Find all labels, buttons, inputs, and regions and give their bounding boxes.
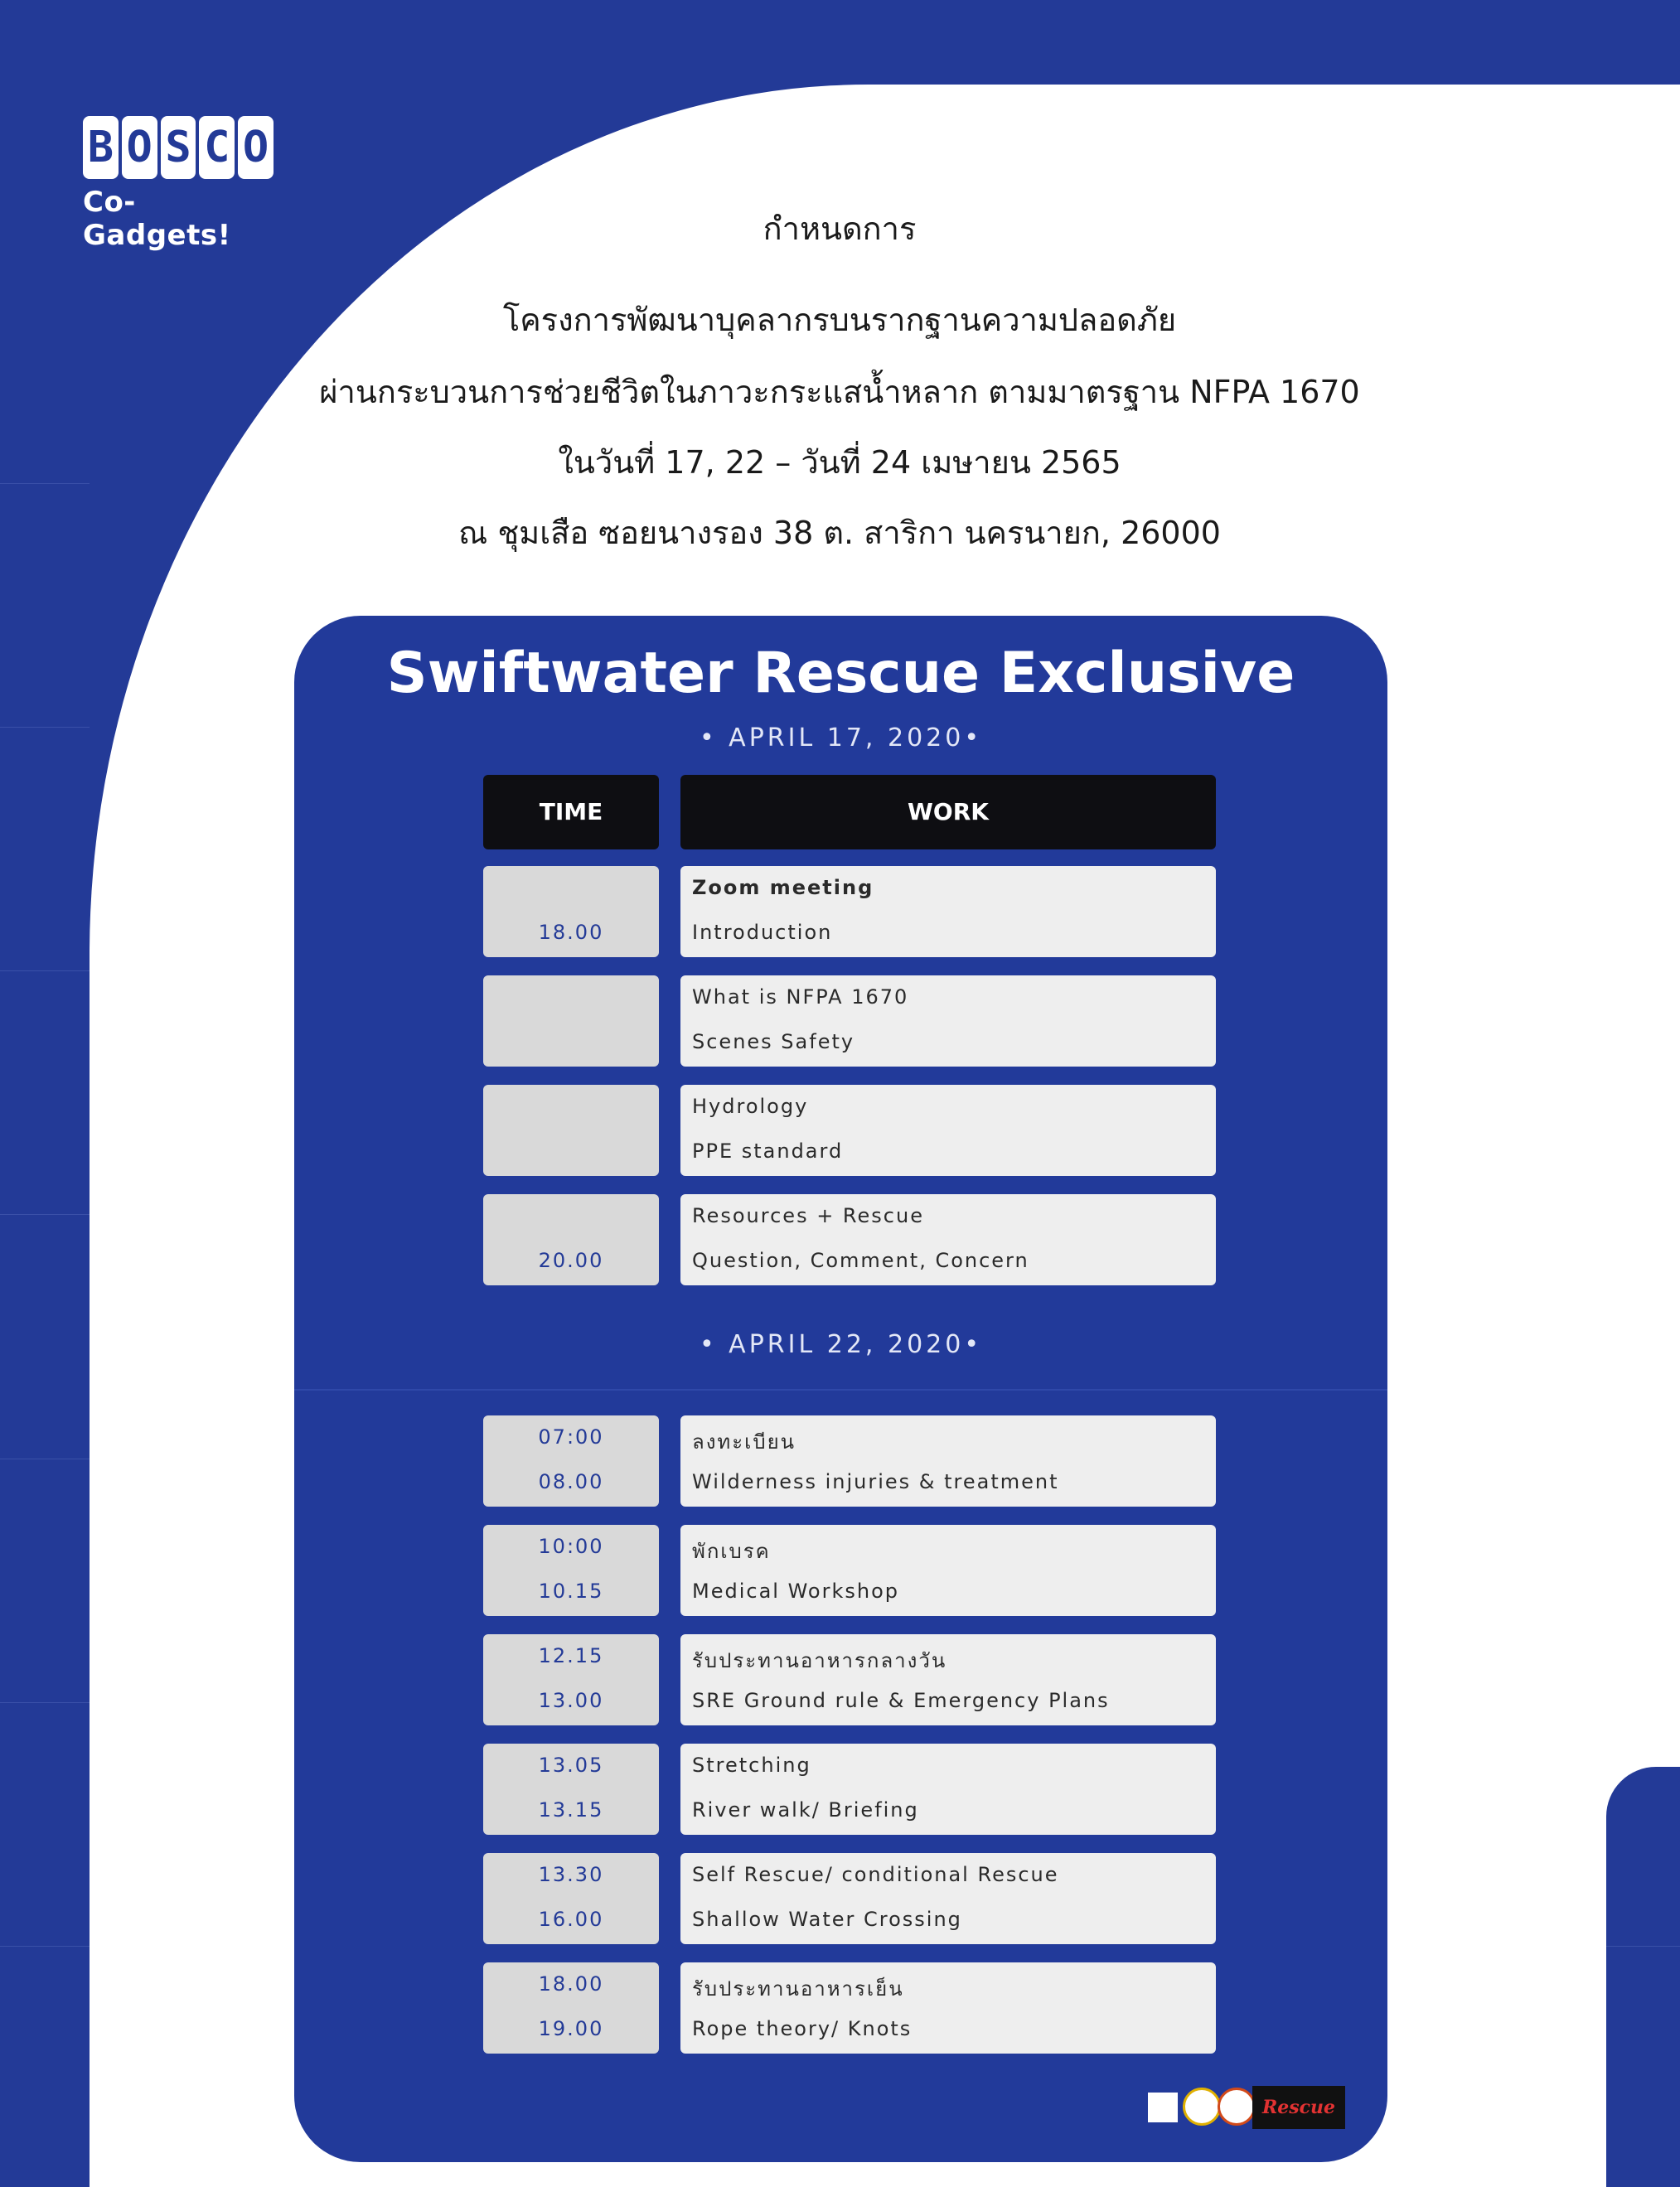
work-item-1: ลงทะเบียน [692,1430,796,1454]
fire-rescue-logo [1218,2088,1256,2126]
time-end: 13.00 [538,1689,604,1712]
logo-mark: B O S C O [83,116,274,179]
poster-title: Swiftwater Rescue Exclusive [386,641,1295,706]
time-cell [483,1744,659,1835]
work-item-2: Medical Workshop [692,1580,899,1603]
doc-line-2: ผ่านกระบวนการช่วยชีวิตในภาวะกระแสน้ำหลาก ตามมาตรฐาน NFPA 1670 [319,374,1360,410]
work-cell [680,1744,1216,1835]
work-item-1: รับประทานอาหารเย็น [692,1977,904,2001]
header-time: TIME [483,775,659,849]
time-cell [483,1085,659,1176]
work-cell [680,866,1216,957]
time-start: 13.05 [538,1754,604,1777]
thailand-rescue-logo: Rescue [1252,2086,1345,2129]
time-cell [483,1962,659,2054]
time-end: 10.15 [538,1580,604,1603]
time-cell [483,975,659,1067]
bosco-mini-logo [1148,2093,1178,2122]
work-item-2: Introduction [692,921,833,944]
time-end: 16.00 [538,1908,604,1931]
left-divider [0,1702,90,1703]
time-start: 13.30 [538,1863,604,1886]
doc-line-3: ในวันที่ 17, 22 – วันที่ 24 เมษายน 2565 [558,444,1121,481]
work-item-1: พักเบรค [692,1540,771,1563]
time-end: 18.00 [538,921,604,944]
day2-date: • APRIL 22, 2020• [699,1330,983,1359]
header-work: WORK [680,775,1216,849]
time-start: 10:00 [538,1535,604,1558]
logo-tagline: Co-Gadgets! [83,186,231,252]
work-cell [680,1525,1216,1616]
day1-date: • APRIL 17, 2020• [699,723,983,752]
work-item-2: PPE standard [692,1139,844,1163]
work-item-2: Rope theory/ Knots [692,2017,913,2040]
work-item-1: Resources + Rescue [692,1204,924,1227]
work-cell [680,1634,1216,1725]
work-item-1: Zoom meeting [692,876,874,899]
work-cell [680,1415,1216,1507]
work-item-2: Shallow Water Crossing [692,1908,962,1931]
emblem-logo [1183,2088,1221,2126]
time-end: 13.15 [538,1798,604,1822]
work-cell [680,1194,1216,1285]
time-end: 08.00 [538,1470,604,1493]
time-cell [483,1415,659,1507]
right-divider [1606,1946,1680,1947]
left-divider [0,1946,90,1947]
schedule-poster [294,616,1387,2162]
work-cell [680,975,1216,1067]
work-item-1: What is NFPA 1670 [692,985,909,1009]
doc-heading: กำหนดการ [763,210,917,247]
work-item-1: Stretching [692,1754,811,1777]
time-cell [483,1525,659,1616]
work-cell [680,1085,1216,1176]
time-cell [483,1853,659,1944]
time-start: 07:00 [538,1425,604,1449]
time-start: 18.00 [538,1972,604,1996]
left-divider [0,970,90,971]
left-divider [0,483,90,484]
time-cell [483,866,659,957]
right-decor-tab [1606,1767,1680,2187]
time-end: 19.00 [538,2017,604,2040]
work-item-1: Self Rescue/ conditional Rescue [692,1863,1059,1886]
poster-divider [294,1389,1387,1391]
time-cell [483,1634,659,1725]
time-end: 20.00 [538,1249,604,1272]
work-item-2: Scenes Safety [692,1030,855,1053]
doc-line-4: ณ ชุมเสือ ซอยนางรอง 38 ต. สาริกา นครนายก, 26000 [458,515,1221,551]
work-item-1: Hydrology [692,1095,809,1118]
work-item-2: Wilderness injuries & treatment [692,1470,1059,1493]
work-item-1: รับประทานอาหารกลางวัน [692,1649,947,1672]
work-item-2: SRE Ground rule & Emergency Plans [692,1689,1110,1712]
doc-line-1: โครงการพัฒนาบุคลากรบนรากฐานความปลอดภัย [502,302,1177,338]
work-item-2: Question, Comment, Concern [692,1249,1029,1272]
work-item-2: River walk/ Briefing [692,1798,919,1822]
work-cell [680,1853,1216,1944]
left-divider [0,1214,90,1215]
work-cell [680,1962,1216,2054]
sponsor-logos [1148,2084,1347,2131]
time-cell [483,1194,659,1285]
left-divider [0,727,90,728]
time-start: 12.15 [538,1644,604,1667]
